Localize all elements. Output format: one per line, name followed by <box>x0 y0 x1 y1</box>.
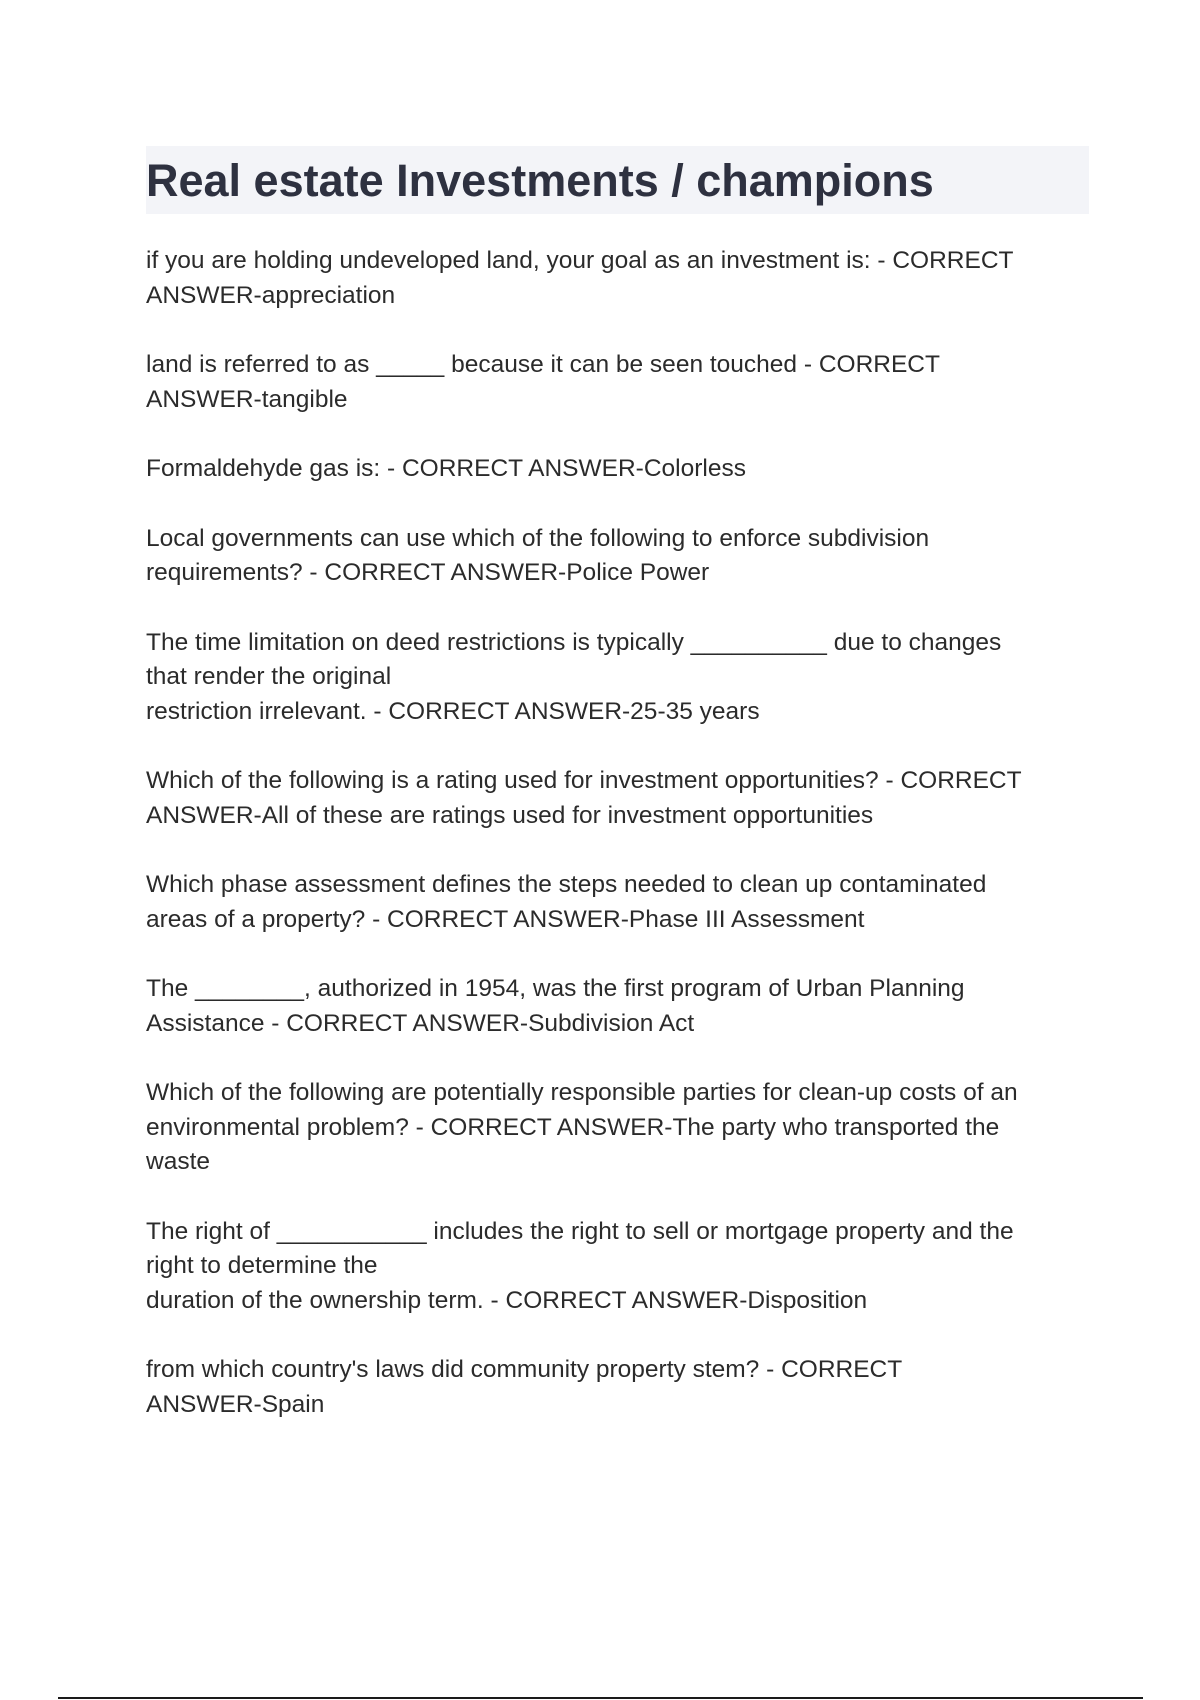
qa-item: land is referred to as _____ because it can be seen touched - CORRECT ANSWER-tangible <box>146 351 940 413</box>
qa-item: Formaldehyde gas is: - CORRECT ANSWER-Colorless <box>146 455 746 482</box>
qa-item: The time limitation on deed restrictions is typically __________ due to changes that render the original restriction irrelevant. - CORRECT ANSWER-25-35 years <box>146 628 1002 725</box>
document-title: Real estate Investments / champions <box>146 154 934 206</box>
qa-item: The right of ___________ includes the right to sell or mortgage property and the right to determine the duration of the ownership term. - CORRECT ANSWER-Disposition <box>146 1217 1014 1314</box>
qa-item: Which of the following are potentially responsible parties for clean-up costs of an environmental problem? - CORRECT ANSWER-The party who transported the waste <box>146 1079 1018 1175</box>
title-banner <box>146 146 1089 214</box>
qa-item: The ________, authorized in 1954, was the first program of Urban Planning Assistance - CORRECT ANSWER-Subdivision Act <box>146 975 965 1037</box>
qa-item: from which country's laws did community property stem? - CORRECT ANSWER-Spain <box>146 1356 903 1418</box>
qa-item: if you are holding undeveloped land, your goal as an investment is: - CORRECT ANSWER-appreciation <box>146 247 1014 309</box>
qa-item: Which phase assessment defines the steps needed to clean up contaminated areas of a property? - CORRECT ANSWER-Phase III Assessment <box>146 871 987 933</box>
qa-item: Local governments can use which of the following to enforce subdivision requirements? - CORRECT ANSWER-Police Power <box>146 524 930 586</box>
question-answer-list <box>146 244 1086 1457</box>
footer-divider <box>58 1697 1143 1699</box>
qa-item: Which of the following is a rating used for investment opportunities? - CORRECT ANSWER-All of these are ratings used for investment opportunities <box>146 767 1022 829</box>
